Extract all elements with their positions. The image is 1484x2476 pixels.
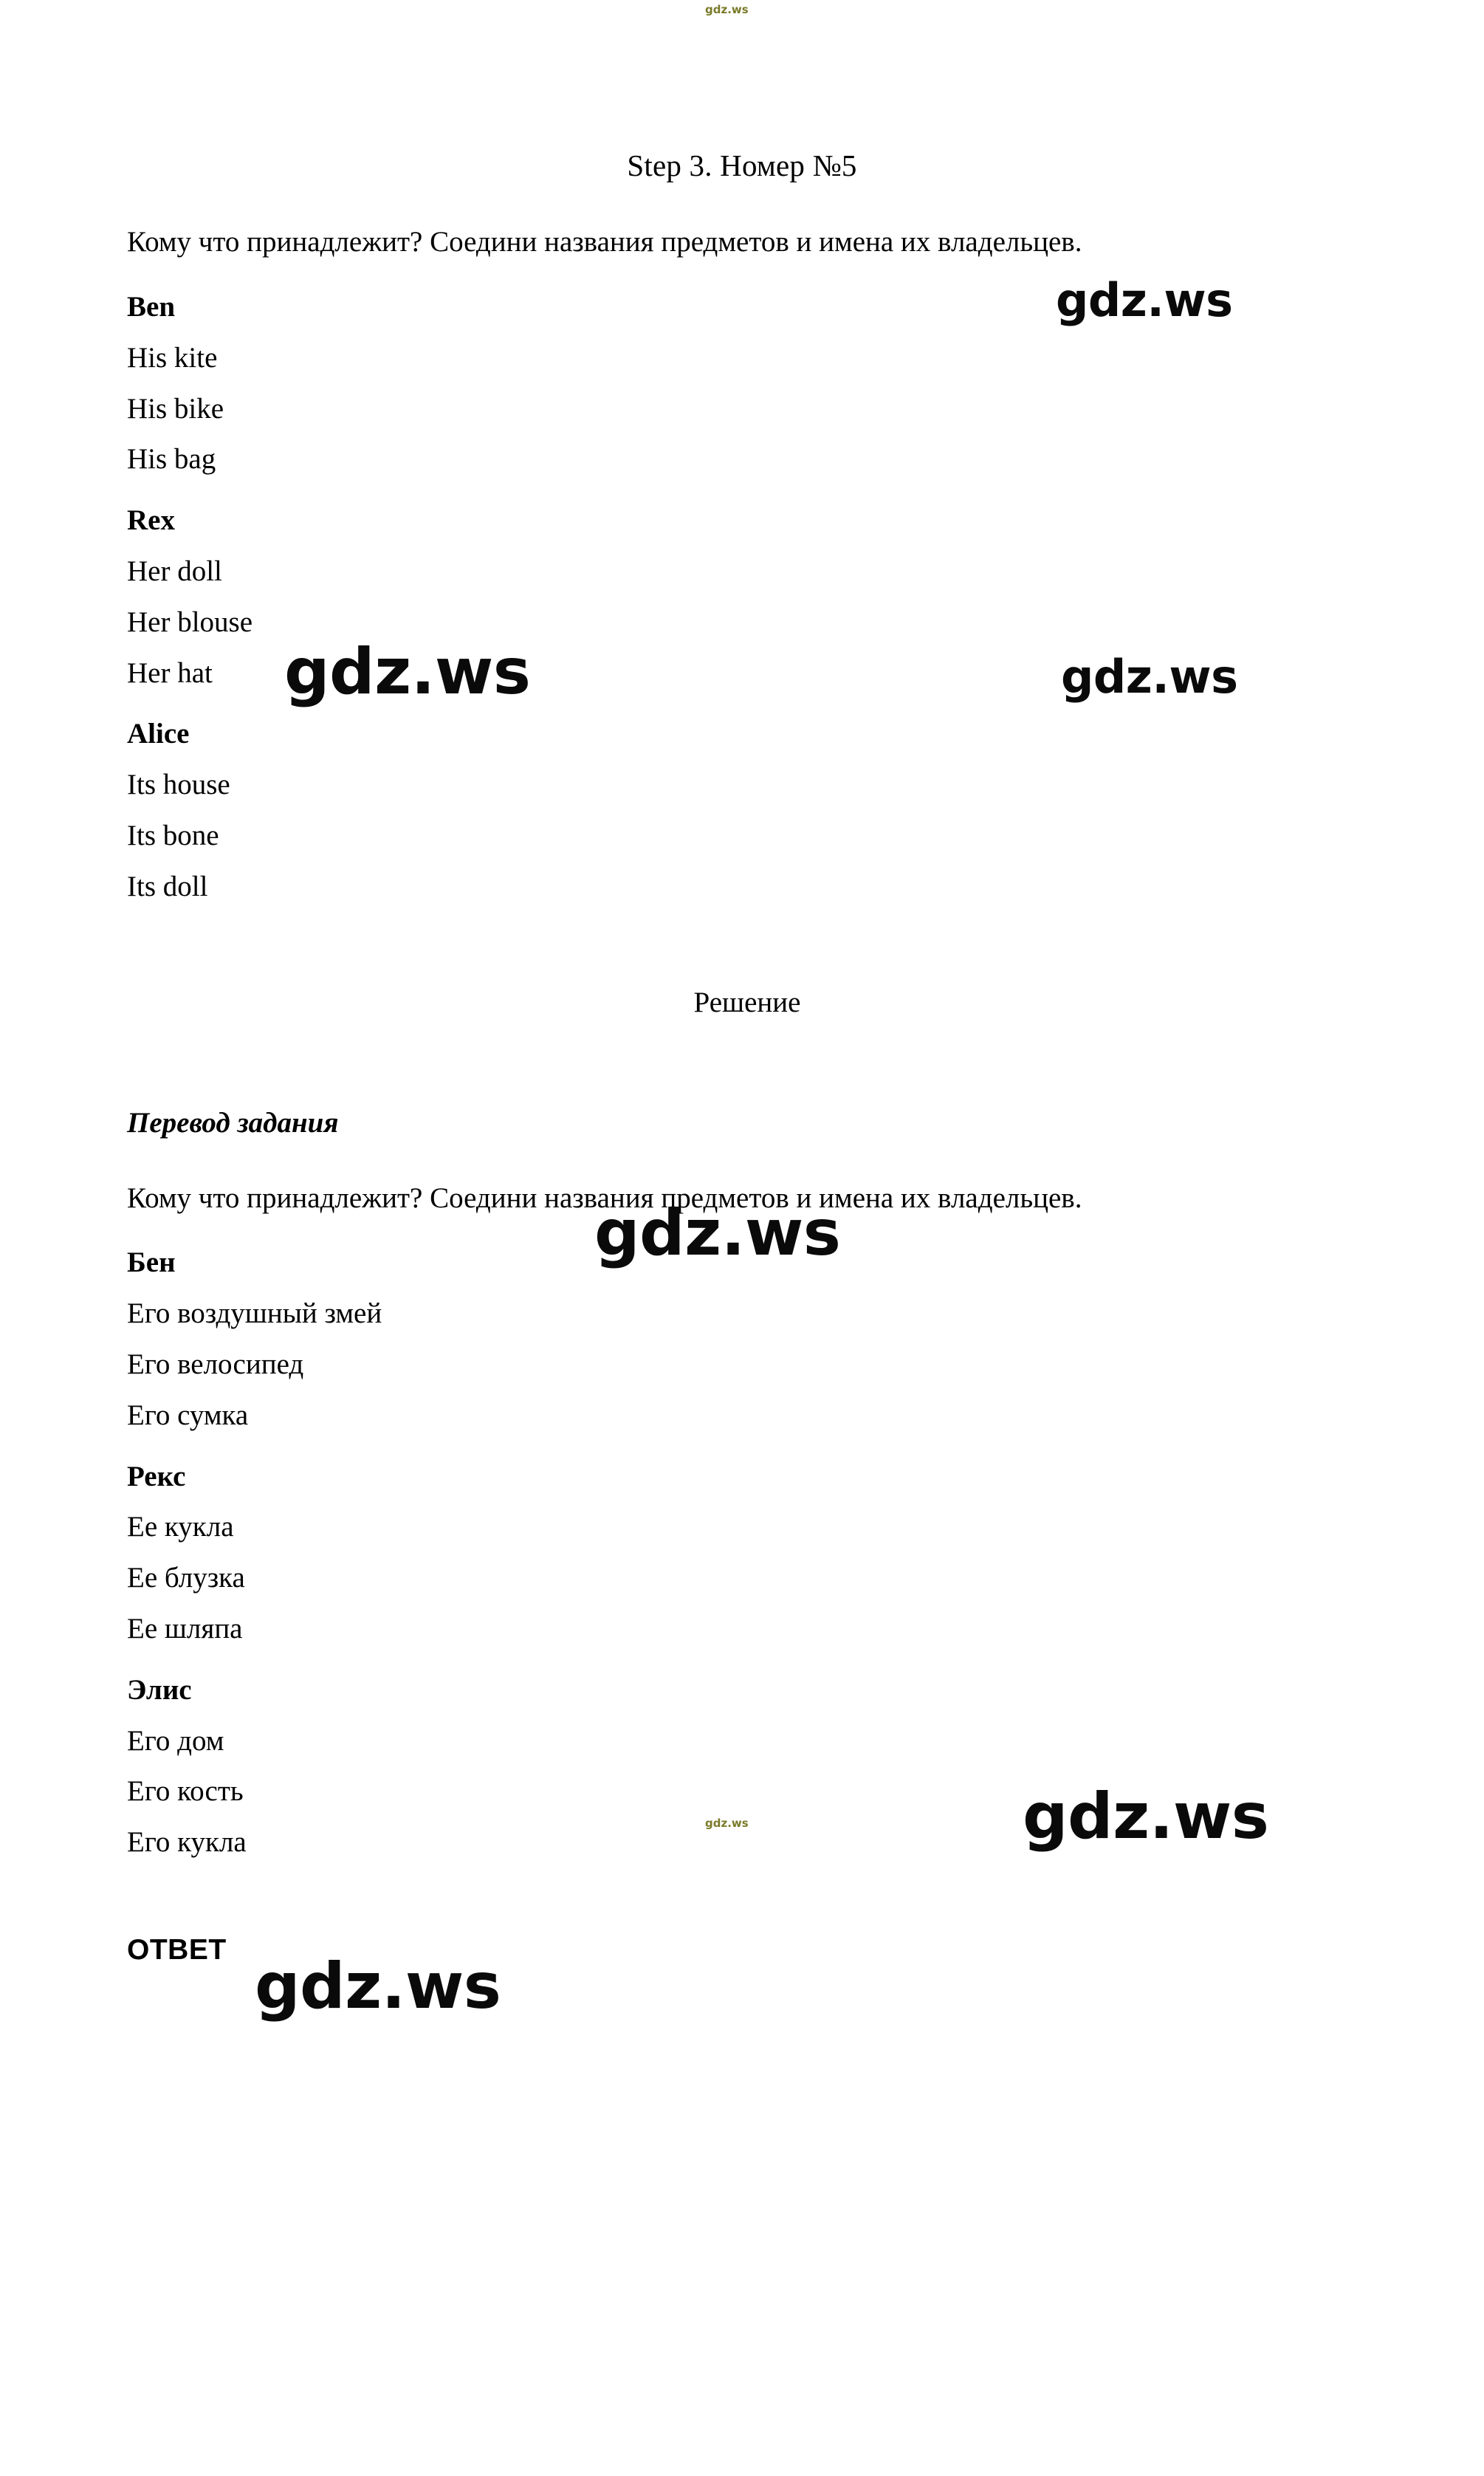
group-name-ben: Ben (127, 290, 176, 323)
list-item: Его дом (127, 1724, 224, 1757)
translation-heading: Перевод задания (127, 1106, 339, 1139)
group-name-ben-ru: Бен (127, 1246, 176, 1279)
list-item: Her blouse (127, 606, 253, 638)
watermark: gdz.ws (1061, 650, 1238, 704)
watermark: gdz.ws (1023, 1780, 1269, 1853)
group-name-rex: Rex (127, 504, 175, 537)
list-item: Его кукла (127, 1826, 247, 1859)
list-item: Ее кукла (127, 1511, 234, 1543)
group-name-alice-ru: Элис (127, 1673, 192, 1706)
task-block (127, 222, 1367, 1966)
list-item: Ее шляпа (127, 1613, 243, 1645)
list-item: His bag (127, 443, 216, 476)
list-item: Its house (127, 769, 230, 801)
list-item: Его велосипед (127, 1348, 304, 1381)
list-item: Her doll (127, 555, 222, 587)
watermark: gdz.ws (255, 1949, 501, 2023)
translation-prompt: Кому что принадлежит? Соедини названия предметов и имена их владельцев. (127, 1182, 1082, 1214)
list-item: Her hat (127, 656, 213, 689)
group-name-rex-ru: Рекс (127, 1460, 186, 1492)
task-prompt: Кому что принадлежит? Соедини названия предметов и имена их владельцев. (127, 226, 1082, 258)
solution-heading: Решение (693, 986, 801, 1018)
list-item: Its doll (127, 870, 208, 902)
list-item: His kite (127, 341, 218, 374)
list-item: His bike (127, 392, 224, 425)
watermark-small: gdz.ws (705, 3, 749, 16)
watermark: gdz.ws (1056, 273, 1233, 327)
watermark-small: gdz.ws (705, 1817, 749, 1830)
group-name-alice: Alice (127, 718, 190, 750)
list-item: Ее блузка (127, 1562, 245, 1594)
list-item: Его сумка (127, 1399, 249, 1431)
watermark: gdz.ws (284, 635, 531, 709)
watermark: gdz.ws (594, 1196, 841, 1270)
list-item: Его кость (127, 1775, 244, 1808)
list-item: Его воздушный змей (127, 1297, 382, 1330)
list-item: Its bone (127, 819, 219, 851)
page-title: Step 3. Номер №5 (627, 148, 857, 182)
answer-heading: ОТВЕТ (127, 1934, 227, 1966)
